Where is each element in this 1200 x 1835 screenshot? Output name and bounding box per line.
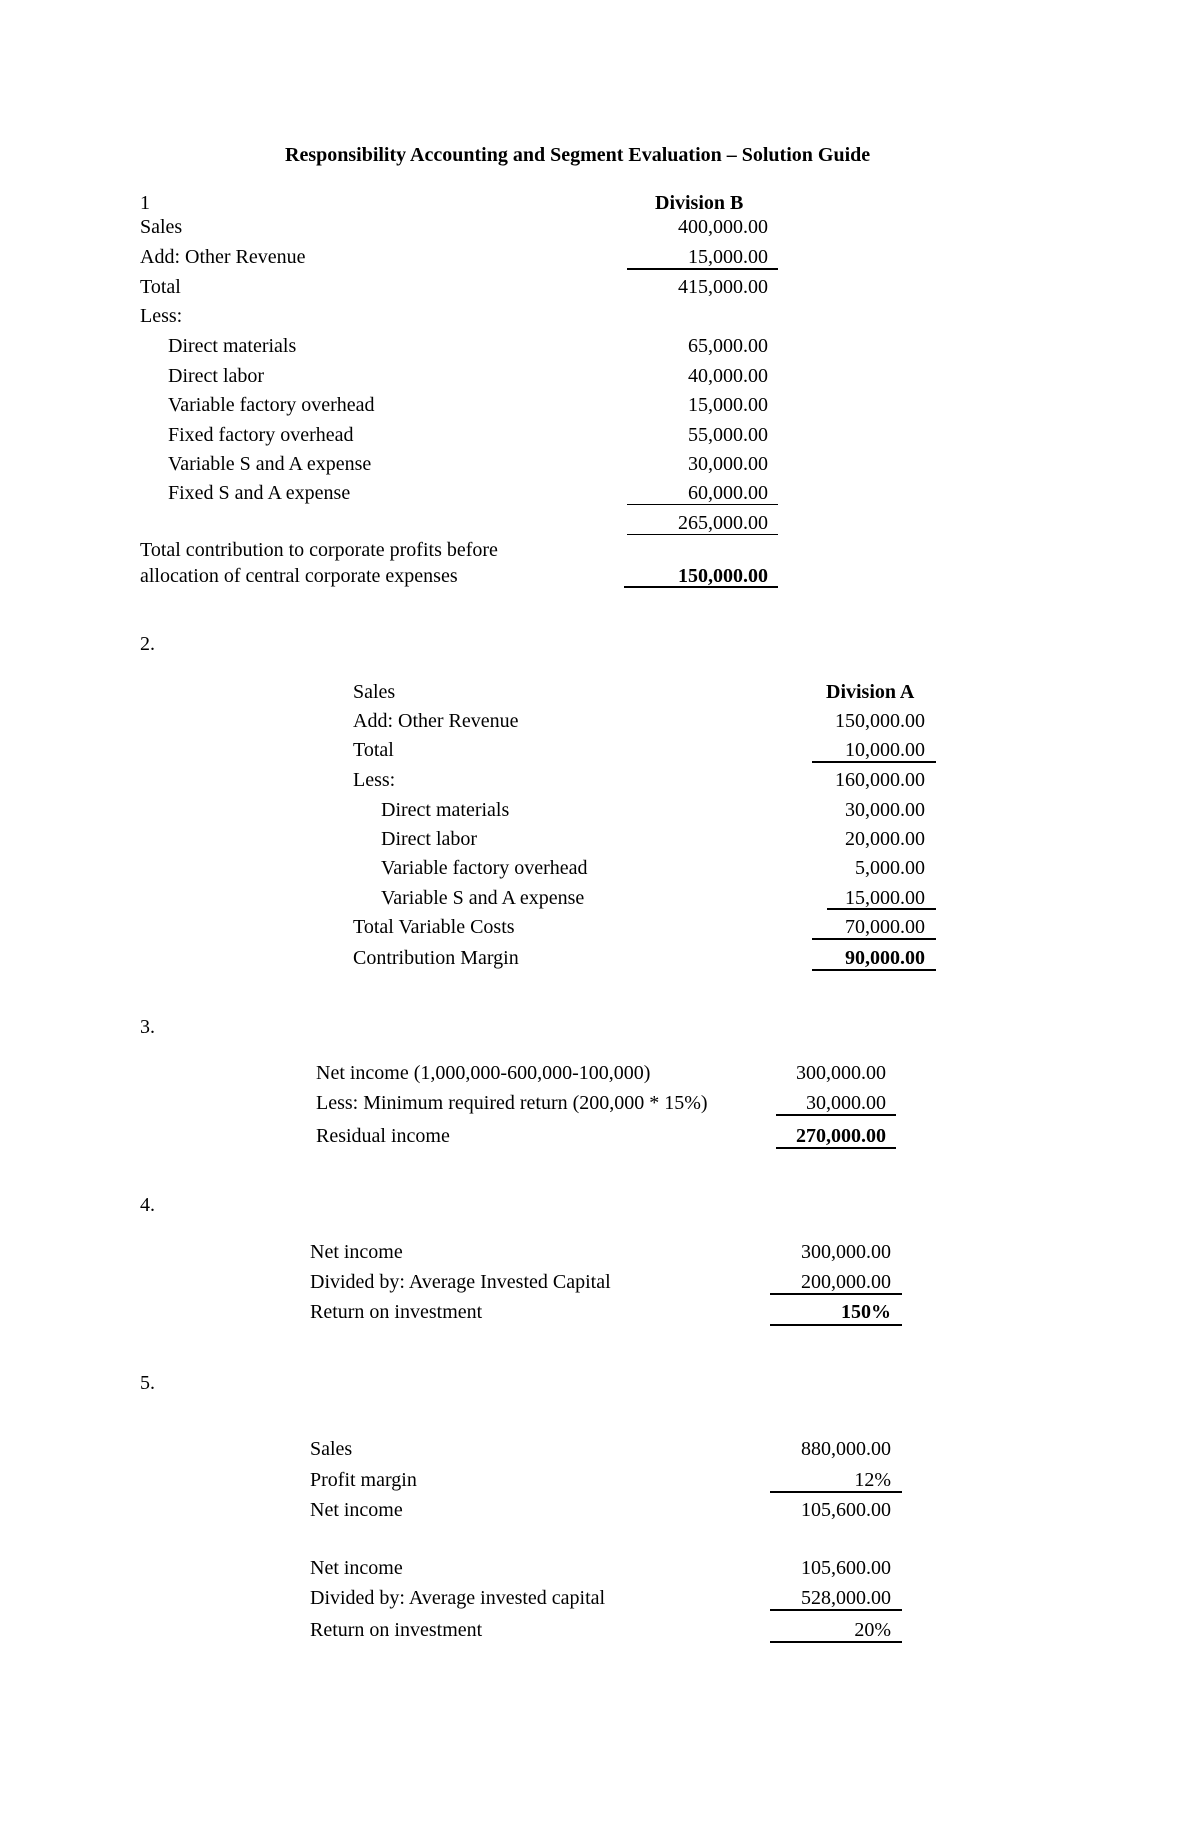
row-value: 200,000.00 [801, 1271, 891, 1293]
row-label: Less: [140, 305, 183, 327]
row-value: 300,000.00 [801, 1241, 891, 1263]
row-label: Net income [310, 1499, 403, 1521]
row-label: Direct materials [381, 799, 510, 821]
row-value: 30,000.00 [688, 453, 768, 475]
row-value: 150,000.00 [835, 710, 925, 732]
row-value: 15,000.00 [845, 887, 925, 909]
row-label: Divided by: Average Invested Capital [310, 1271, 611, 1293]
row-value: 65,000.00 [688, 335, 768, 357]
page-title: Responsibility Accounting and Segment Evaluation – Solution Guide [285, 144, 871, 166]
row-value: 20,000.00 [845, 828, 925, 850]
row-value: 15,000.00 [688, 246, 768, 268]
row-label: Contribution Margin [353, 947, 519, 969]
underline [770, 1293, 902, 1295]
row-label: Total [140, 276, 181, 298]
row-label: Variable factory overhead [168, 394, 375, 416]
row-value: 105,600.00 [801, 1557, 891, 1579]
row-value: 15,000.00 [688, 394, 768, 416]
row-value: 160,000.00 [835, 769, 925, 791]
row-value: 70,000.00 [845, 916, 925, 938]
row-label: Less: [353, 769, 396, 791]
underline [812, 938, 936, 940]
row-value: 5,000.00 [855, 857, 925, 879]
row-label: Residual income [316, 1125, 450, 1147]
row-label: Total [353, 739, 394, 761]
section-number: 4. [140, 1194, 155, 1216]
row-value: 55,000.00 [688, 424, 768, 446]
row-label: Total Variable Costs [353, 916, 515, 938]
double-underline [770, 1641, 902, 1643]
row-label: Direct labor [168, 365, 265, 387]
row-value: 60,000.00 [688, 482, 768, 504]
underline [827, 908, 936, 910]
section-number: 1 [140, 192, 150, 214]
row-value: 150% [841, 1301, 891, 1323]
row-label: Net income (1,000,000-600,000-100,000) [316, 1062, 651, 1084]
underline [770, 1491, 902, 1493]
total-label-line2: allocation of central corporate expenses [140, 565, 458, 587]
row-label: Direct materials [168, 335, 297, 357]
row-label: Return on investment [310, 1619, 483, 1641]
row-label: Fixed S and A expense [168, 482, 351, 504]
row-label: Sales [140, 216, 183, 238]
section-number: 2. [140, 633, 155, 655]
row-value: 400,000.00 [678, 216, 768, 238]
row-label: Profit margin [310, 1469, 417, 1491]
row-value: 528,000.00 [801, 1587, 891, 1609]
row-value: 30,000.00 [845, 799, 925, 821]
row-label: Variable factory overhead [381, 857, 588, 879]
row-label: Sales [353, 681, 396, 703]
underline [770, 1609, 902, 1611]
row-label: Direct labor [381, 828, 478, 850]
row-value: 40,000.00 [688, 365, 768, 387]
row-value: 10,000.00 [845, 739, 925, 761]
row-label: Add: Other Revenue [140, 246, 306, 268]
column-header-division-b: Division B [655, 192, 744, 214]
double-underline [770, 1324, 902, 1326]
row-value: 880,000.00 [801, 1438, 891, 1460]
total-value: 150,000.00 [678, 565, 768, 587]
row-label: Divided by: Average invested capital [310, 1587, 606, 1609]
row-value: 270,000.00 [796, 1125, 886, 1147]
section-number: 3. [140, 1016, 155, 1038]
row-value: 415,000.00 [678, 276, 768, 298]
row-value: 30,000.00 [806, 1092, 886, 1114]
column-header-division-a: Division A [826, 681, 915, 703]
underline [776, 1114, 896, 1116]
row-value: 20% [854, 1619, 891, 1641]
underline [812, 761, 936, 763]
row-label: Sales [310, 1438, 353, 1460]
row-value: 300,000.00 [796, 1062, 886, 1084]
row-value: 12% [854, 1469, 891, 1491]
double-underline [624, 586, 778, 588]
row-label: Fixed factory overhead [168, 424, 354, 446]
row-value: 105,600.00 [801, 1499, 891, 1521]
double-underline [812, 969, 936, 971]
row-label: Variable S and A expense [381, 887, 585, 909]
row-label: Net income [310, 1557, 403, 1579]
row-label: Variable S and A expense [168, 453, 372, 475]
double-underline [776, 1147, 896, 1149]
section-number: 5. [140, 1372, 155, 1394]
row-label: Add: Other Revenue [353, 710, 519, 732]
subtotal-value: 265,000.00 [678, 512, 768, 534]
row-label: Return on investment [310, 1301, 483, 1323]
underline [627, 268, 778, 270]
underline [627, 504, 778, 505]
underline [627, 534, 778, 535]
total-label-line1: Total contribution to corporate profits before [140, 539, 498, 561]
row-value: 90,000.00 [845, 947, 925, 969]
row-label: Less: Minimum required return (200,000 * 15%) [316, 1092, 708, 1114]
row-label: Net income [310, 1241, 403, 1263]
